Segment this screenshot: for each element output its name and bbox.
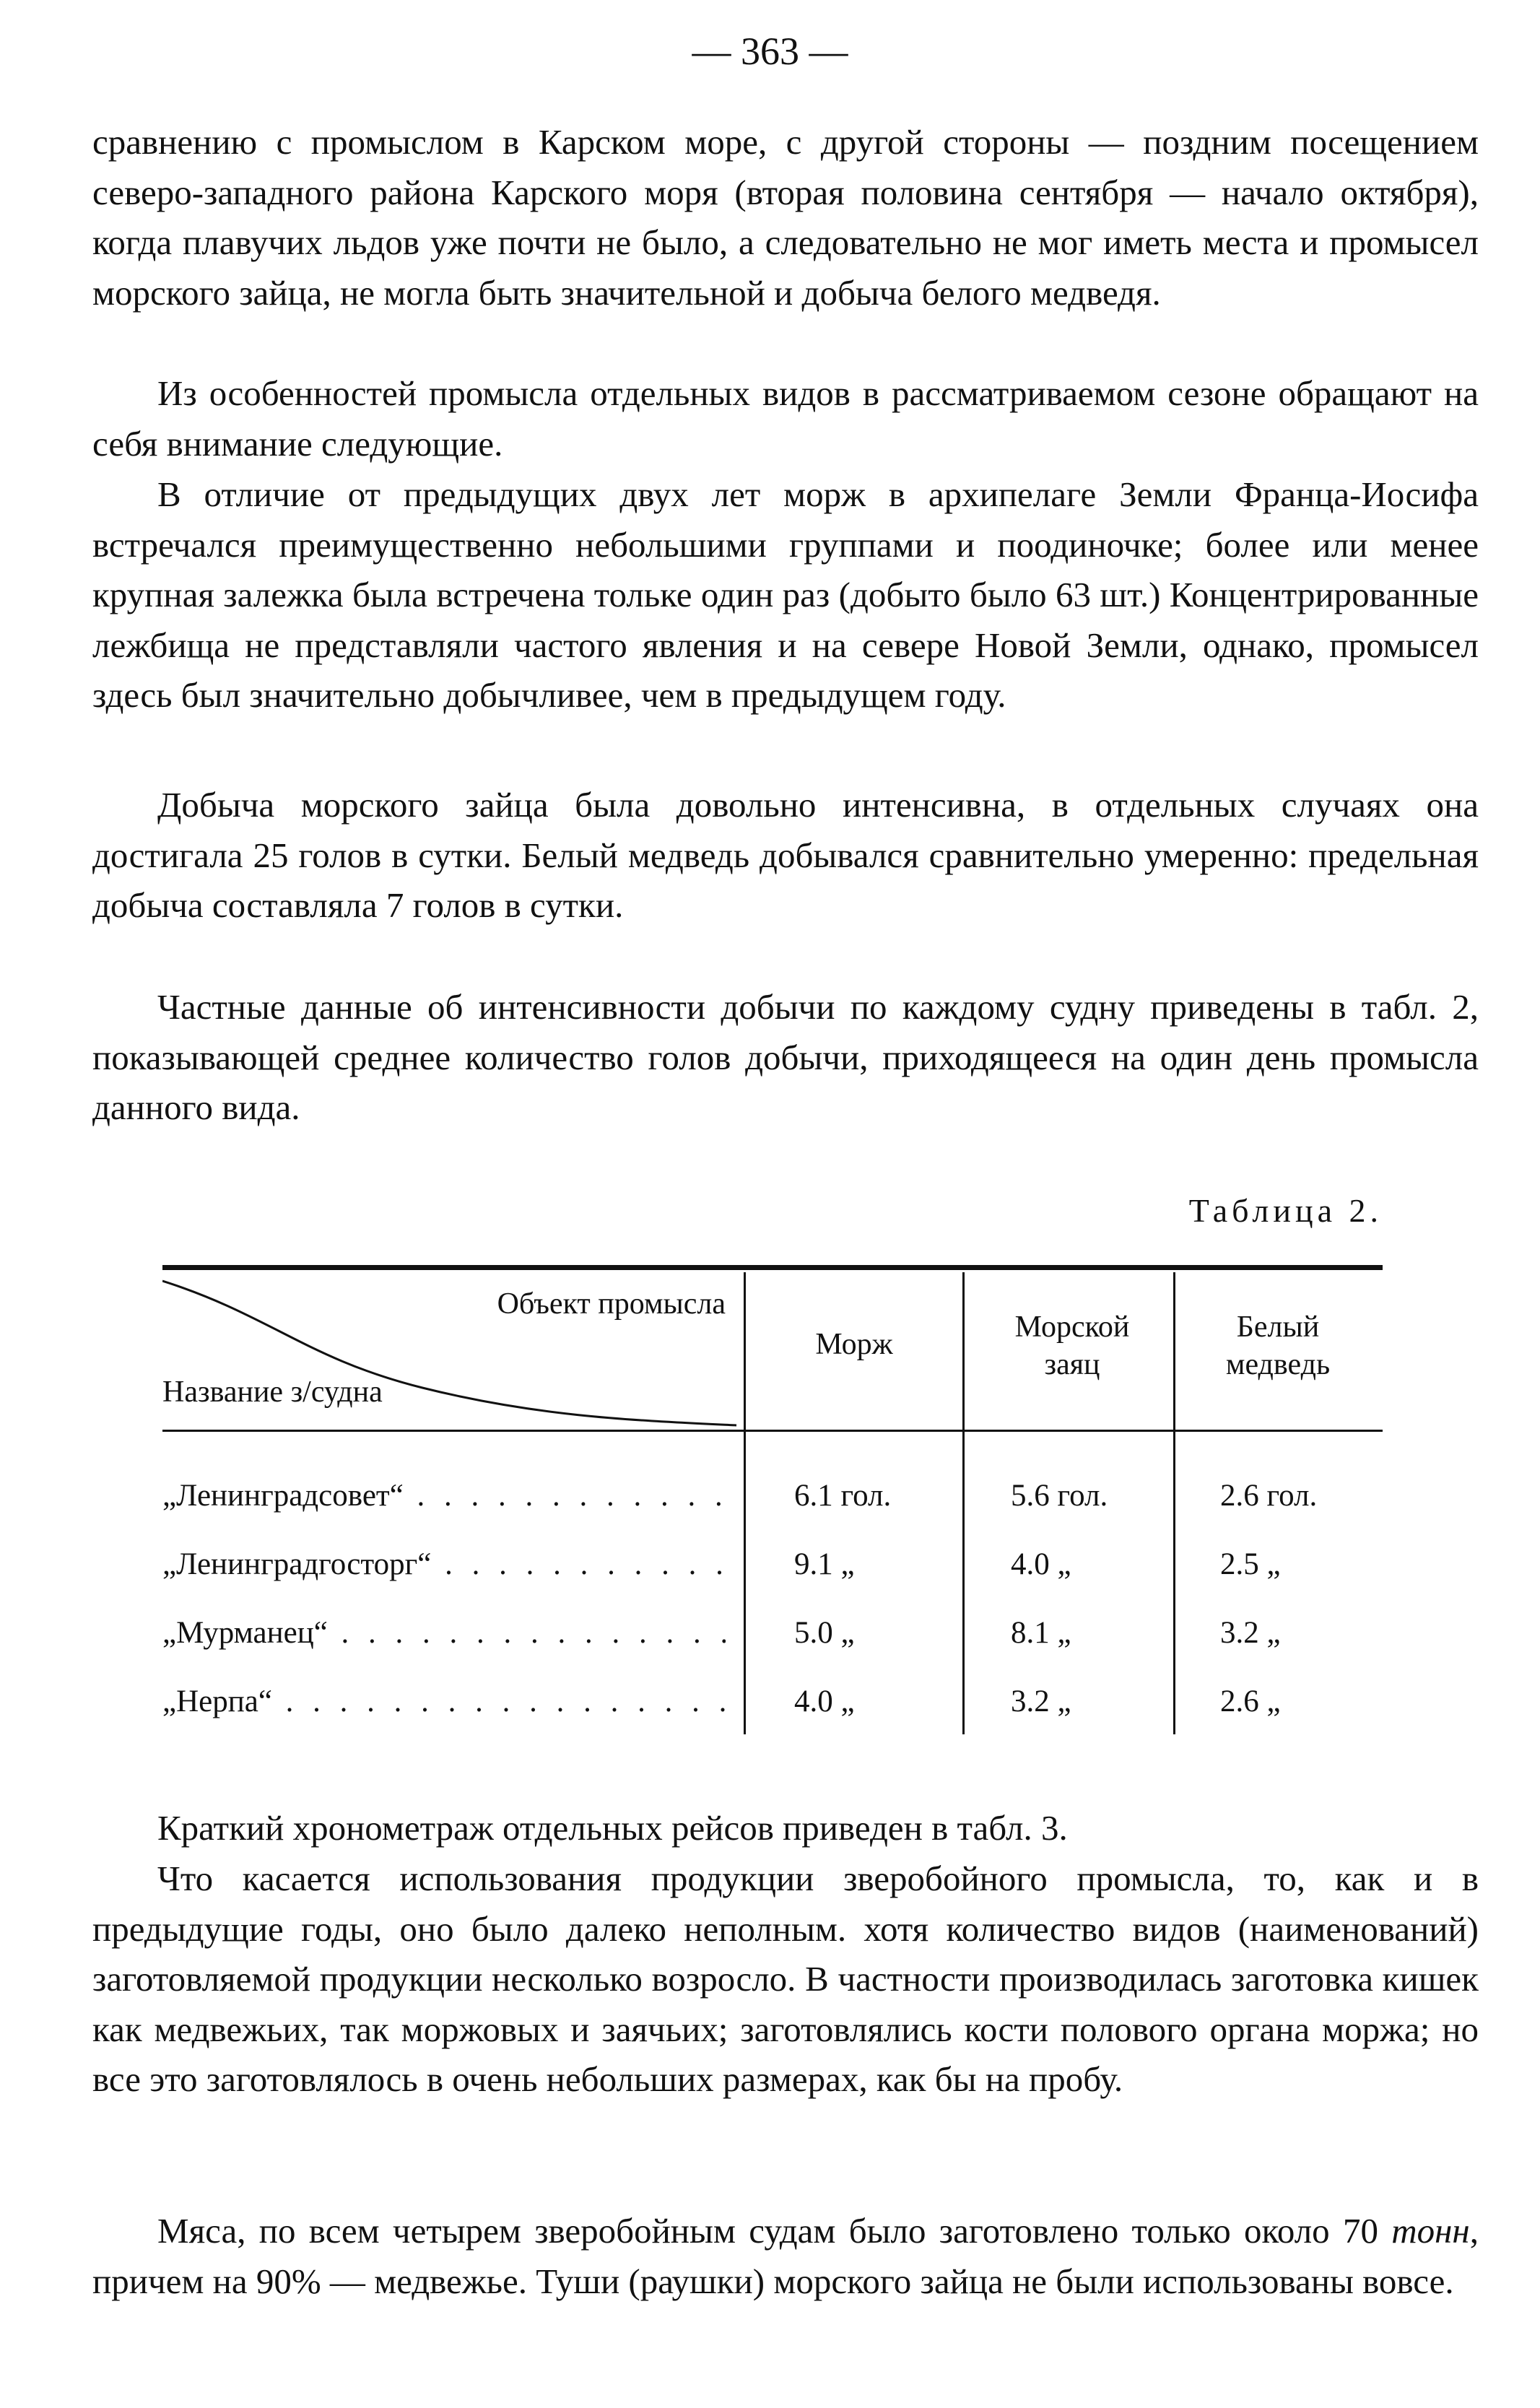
vessel-name: „Ленинградсовет“ . . . [162,1478,726,1513]
page-number: — 363 — [692,30,848,73]
cell: 4.0 „ [794,1685,855,1718]
data-table [162,1265,1383,1734]
vessel-name: „Ленинградгосторг“ . . . [162,1547,726,1582]
vessel-name: „Нерпа“ . . . [162,1684,726,1719]
paragraph: Добыча морского зайца была довольно интенсивна, в отдельных случаях она достигала 25 голов в сутки. Белый медведь добывался сравнительно умеренно: предельная добыча составляла 7 голов в сутки. [92,785,1479,925]
cell: 3.2 „ [1220,1616,1281,1650]
vessel-name: „Мурманец“ . . . [162,1615,726,1651]
paragraph: Частные данные об интенсивности добычи по каждому судну приведены в табл. 2, показывающей среднее количество голов добычи, приходящееся на один день промысла данного вида. [92,987,1479,1127]
paragraph: В отличие от предыдущих двух лет морж в архипелаге Земли Франца-Иосифа встречался преимущественно небольшими группами и поодиночке; более или менее крупная залежка была встречена тольке один раз (добыто было 63 шт.) Концентрированные лежбища не представляли частого явления и на севере Новой Земли, однако, промысел здесь был значительно добычливее, чем в предыдущем году. [92,474,1479,715]
column-divider [1173,1272,1175,1734]
cell: 6.1 гол. [794,1479,892,1513]
table-caption: Таблица 2. [1188,1192,1383,1229]
cell: 8.1 „ [1011,1616,1071,1650]
table-header-rule [162,1430,1383,1432]
column-divider [962,1272,965,1734]
column-header: Морской заяц [1014,1311,1130,1381]
cell: 5.0 „ [794,1616,855,1650]
cell: 4.0 „ [1011,1547,1071,1581]
cell: 9.1 „ [794,1547,855,1581]
column-header: Белый медведь [1225,1311,1331,1381]
paragraph: Краткий хронометраж отдельных рейсов приведен в табл. 3. [157,1808,1068,1848]
text: , причем на 90% — медвежье. Туши (раушки) морского зайца не были использованы вовсе. [92,2211,1479,2301]
table-top-rule [162,1265,1383,1270]
italic-text: тонн [1391,2211,1470,2251]
paragraph: Из особенностей промысла отдельных видов в рассматриваемом сезоне обращают на себя внимание следующие. [92,373,1479,464]
cell: 2.6 гол. [1220,1479,1318,1513]
text: Мяса, по всем четырем зверобойным судам было заготовлено только около 70 [157,2211,1392,2251]
cell: 5.6 гол. [1011,1479,1108,1513]
paragraph: сравнению с промыслом в Карском море, с другой стороны — поздним посещением северо-западного района Карского моря (вторая половина сентября — начало октября), когда плавучих льдов уже почти не было, а следовательно не мог иметь места и промысел морского зайца, не могла быть значительной и добыча белого медведя. [92,122,1479,313]
corner-header-top: Объект промысла [497,1287,726,1321]
column-header: Морж [815,1328,893,1361]
paragraph [92,2206,1479,2306]
cell: 2.5 „ [1220,1547,1281,1581]
cell: 2.6 „ [1220,1685,1281,1718]
paragraph: Что касается использования продукции зверобойного промысла, то, как и в предыдущие годы, оно было далеко неполным. хотя количество видов (наименований) заготовляемой продукции несколько возросло. В частности производилась заготовка кишек как медвежьих, так моржовых и заячьих; заготовлялись кости полового органа моржа; но все это заготовлялось в очень небольших размерах, как бы на пробу. [92,1859,1479,2099]
corner-header-bottom: Название з/судна [162,1375,383,1409]
cell: 3.2 „ [1011,1685,1071,1718]
